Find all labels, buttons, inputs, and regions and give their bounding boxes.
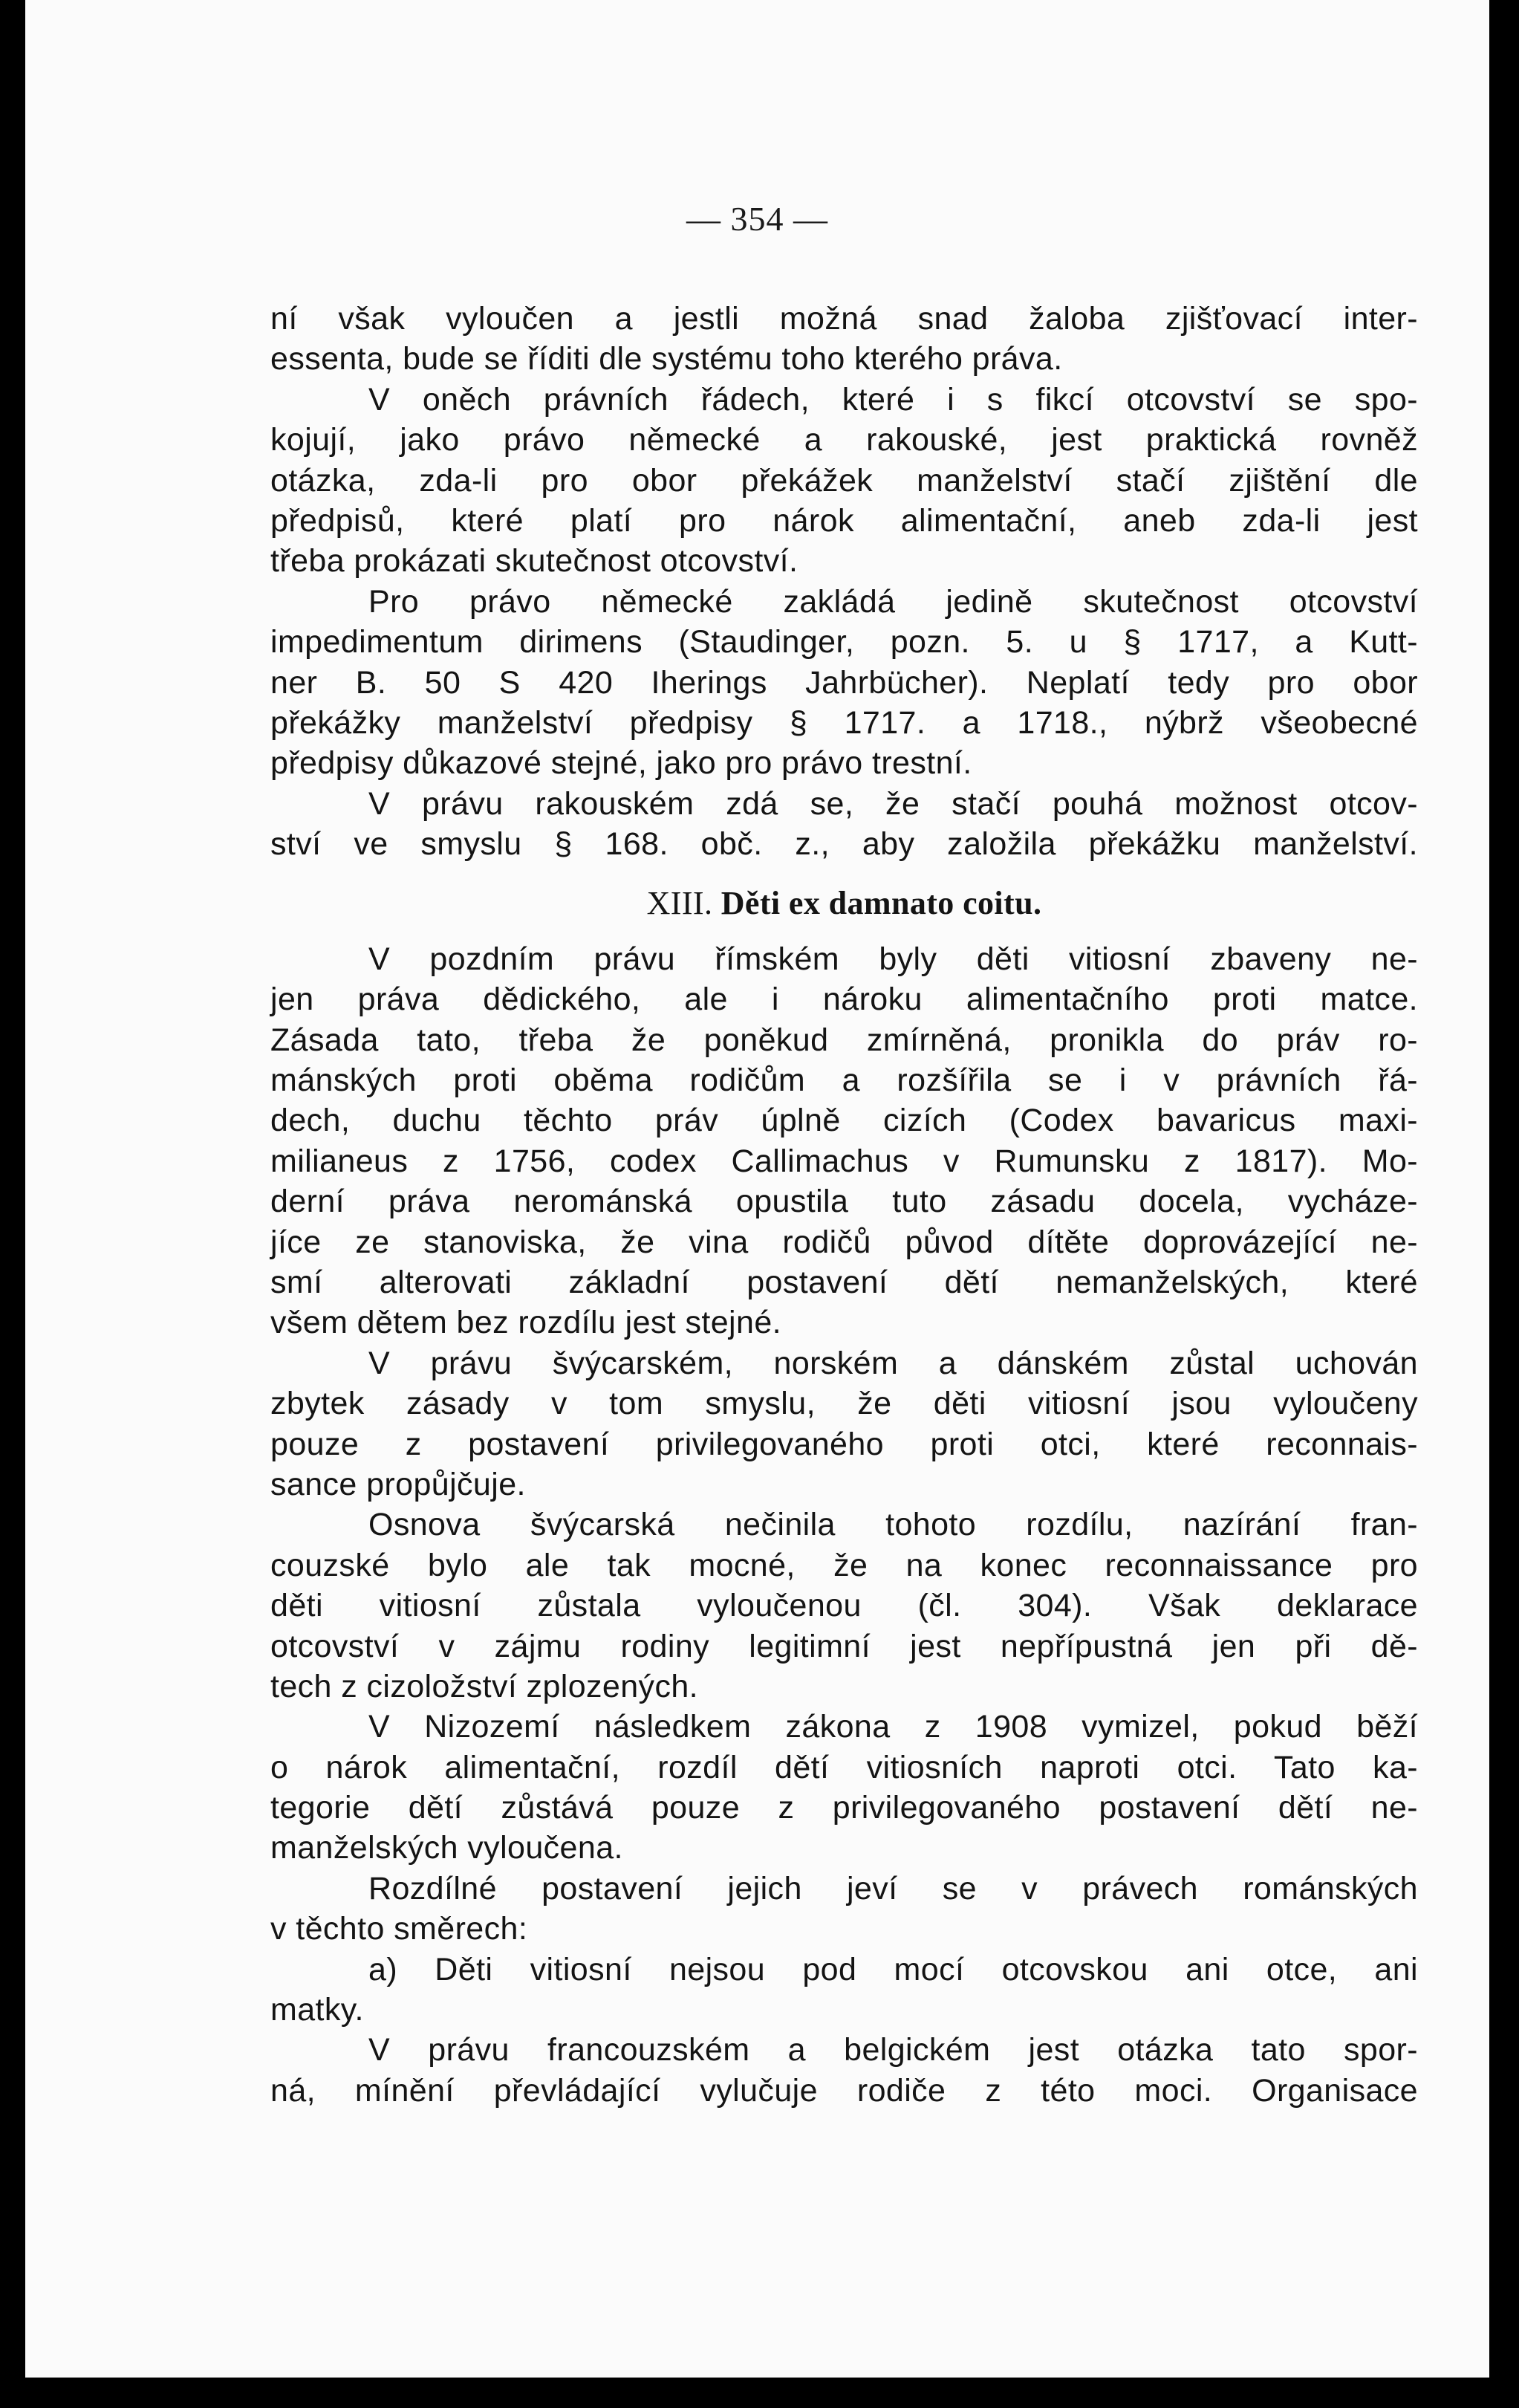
text-line: všem dětem bez rozdílu jest stejné. — [270, 1305, 781, 1341]
text-line: otázka, zda-li pro obor překážek manželství stačí zjištění dle — [270, 462, 1418, 499]
text-line: tegorie dětí zůstává pouze z privilegovaného postavení dětí ne- — [270, 1790, 1418, 1826]
text-line: kojují, jako právo německé a rakouské, jest praktická rovněž — [270, 422, 1418, 458]
text-line: V právu rakouském zdá se, že stačí pouhá možnost otcov- — [368, 785, 1418, 822]
text-line: ner B. 50 S 420 Iherings Jahrbücher). Neplatí tedy pro obor — [270, 664, 1418, 701]
text-line: impedimentum dirimens (Staudinger, pozn. 5. u § 1717, a Kutt- — [270, 624, 1418, 661]
body-text — [270, 299, 1418, 2111]
text-line: děti vitiosní zůstala vyloučenou (čl. 304). Však deklarace — [270, 1588, 1418, 1624]
text-line: jíce ze stanoviska, že vina rodičů původ dítěte doprovázející ne- — [270, 1224, 1418, 1260]
text-line: ní však vyloučen a jestli možná snad žaloba zjišťovací inter- — [270, 301, 1418, 337]
text-line: Zásada tato, třeba že poněkud zmírněná, pronikla do práv ro- — [270, 1022, 1418, 1058]
text-line: smí alterovati základní postavení dětí nemanželských, které — [270, 1264, 1418, 1300]
section-title: Děti ex damnato coitu. — [721, 885, 1042, 922]
text-line: Rozdílné postavení jejich jeví se v právech románských — [368, 1870, 1418, 1906]
text-line: o nárok alimentační, rozdíl dětí vitiosních naproti otci. Tato ka- — [270, 1749, 1418, 1785]
text-line: milianeus z 1756, codex Callimachus v Rumunsku z 1817). Mo- — [270, 1143, 1418, 1179]
text-line: třeba prokázati skutečnost otcovství. — [270, 543, 798, 580]
text-line: dech, duchu těchto práv úplně cizích (Codex bavaricus maxi- — [270, 1103, 1418, 1139]
book-page — [25, 0, 1489, 2378]
text-line: matky. — [270, 1992, 364, 2028]
text-line: a) Děti vitiosní nejsou pod mocí otcovskou ani otce, ani — [368, 1951, 1418, 1987]
section-heading — [270, 883, 1418, 924]
text-line: Osnova švýcarská nečinila tohoto rozdílu, nazírání fran- — [368, 1507, 1418, 1543]
text-line: V pozdním právu římském byly děti vitiosní zbaveny ne- — [368, 941, 1418, 977]
text-line: V oněch právních řádech, které i s fikcí otcovství se spo- — [368, 381, 1418, 418]
text-line: jen práva dědického, ale i nároku alimentačního proti matce. — [270, 981, 1418, 1018]
text-line: essenta, bude se říditi dle systému toho kterého práva. — [270, 341, 1063, 377]
text-line: V právu švýcarském, norském a dánském zůstal uchován — [368, 1345, 1418, 1381]
text-line: couzské bylo ale tak mocné, že na konec reconnaissance pro — [270, 1547, 1418, 1583]
text-line: mánských proti oběma rodičům a rozšířila se i v právních řá- — [270, 1062, 1418, 1099]
text-line: zbytek zásady v tom smyslu, že děti vitiosní jsou vyloučeny — [270, 1386, 1418, 1422]
text-line: Pro právo německé zakládá jedině skutečnost otcovství — [368, 583, 1418, 620]
text-line: pouze z postavení privilegovaného proti otci, které reconnais- — [270, 1426, 1418, 1462]
scan-border-bottom — [0, 2378, 1519, 2408]
text-line: V právu francouzském a belgickém jest otázka tato spor- — [368, 2032, 1418, 2068]
page-number: — 354 — — [686, 200, 828, 238]
section-number: XIII. — [646, 885, 713, 922]
scan-border-right — [1489, 0, 1519, 2408]
text-line: předpisů, které platí pro nárok alimentační, aneb zda-li jest — [270, 502, 1418, 539]
text-line: ná, mínění převládající vylučuje rodiče z této moci. Organisace — [270, 2072, 1418, 2109]
text-line: v těchto směrech: — [270, 1911, 528, 1947]
text-line: otcovství v zájmu rodiny legitimní jest nepřípustná jen při dě- — [270, 1628, 1418, 1664]
text-line: tech z cizoložství zplozených. — [270, 1668, 699, 1704]
text-line: sance propůjčuje. — [270, 1466, 526, 1502]
text-line: manželských vyloučena. — [270, 1830, 623, 1866]
text-line: ství ve smyslu § 168. obč. z., aby založila překážku manželství. — [270, 826, 1418, 863]
text-line: předpisy důkazové stejné, jako pro právo trestní. — [270, 745, 972, 782]
text-line: derní práva nerománská opustila tuto zásadu docela, vycháze- — [270, 1184, 1418, 1220]
text-line: V Nizozemí následkem zákona z 1908 vymizel, pokud běží — [368, 1709, 1418, 1745]
text-line: překážky manželství předpisy § 1717. a 1718., nýbrž všeobecné — [270, 704, 1418, 741]
